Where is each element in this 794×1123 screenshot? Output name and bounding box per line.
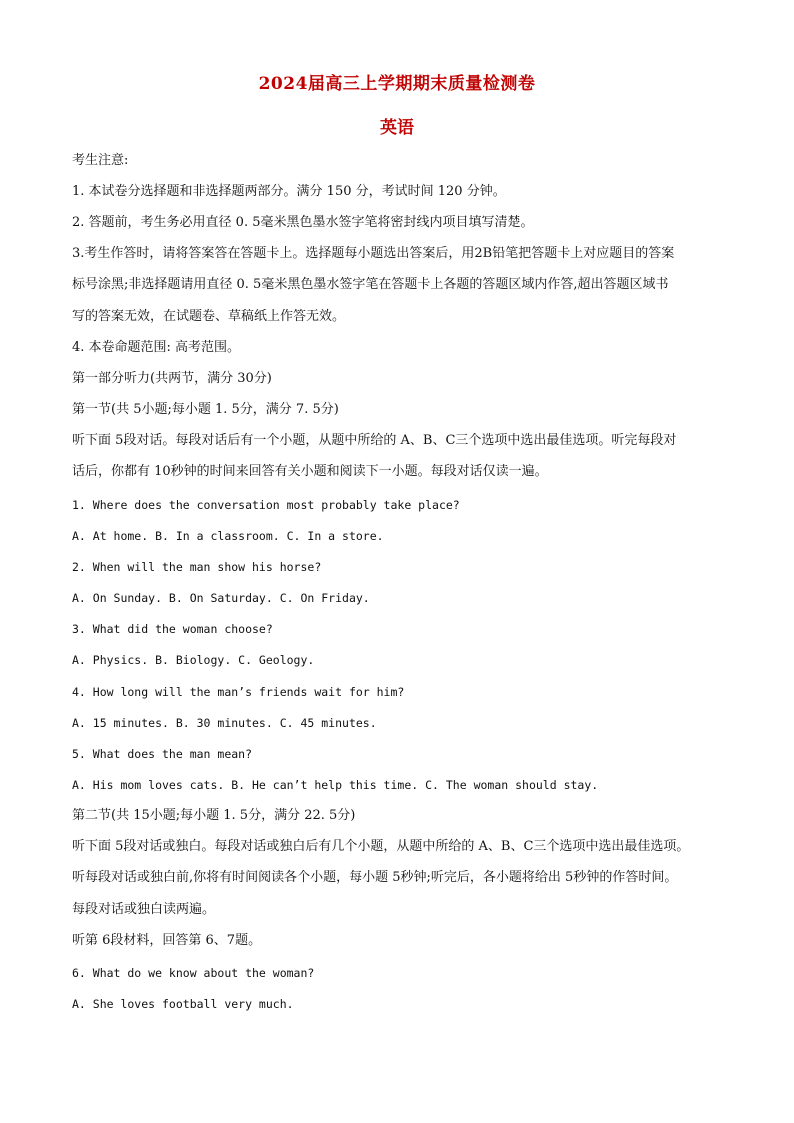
notice-item-4: 4. 本卷命题范围: 高考范围。	[72, 340, 241, 355]
section-2-instructions-line-1: 听下面 5段对话或独白。每段对话或独白后有几个小题，从题中所给的 A、B、C三个选项中选出最佳选项。	[72, 839, 690, 854]
section-2-instructions-line-2: 听每段对话或独白前,你将有时间阅读各个小题，每小题 5秒钟;听完后，各小题将给出 5秒钟的作答时间。	[72, 870, 678, 885]
part-1-heading: 第一部分听力(共两节，满分 30分)	[72, 371, 272, 386]
question-4: 4. How long will the man’s friends wait for him?	[72, 685, 405, 699]
section-2-heading: 第二节(共 15小题;每小题 1. 5分，满分 22. 5分)	[72, 808, 356, 823]
question-3: 3. What did the woman choose?	[72, 622, 273, 636]
question-5: 5. What does the man mean?	[72, 747, 253, 761]
notice-item-3-line-1: 3.考生作答时，请将答案答在答题卡上。选择题每小题选出答案后，用2B铅笔把答题卡上对应题目的答案	[72, 246, 675, 261]
section-1-instructions-line-1: 听下面 5段对话。每段对话后有一个小题，从题中所给的 A、B、C三个选项中选出最佳选项。听完每段对	[72, 433, 677, 448]
question-6: 6. What do we know about the woman?	[72, 966, 315, 980]
question-4-options: A. 15 minutes. B. 30 minutes. C. 45 minutes.	[72, 716, 377, 730]
question-1-options: A. At home. B. In a classroom. C. In a store.	[72, 529, 384, 543]
exam-title: 2024届高三上学期期末质量检测卷	[258, 74, 536, 94]
material-6-instruction: 听第 6段材料，回答第 6、7题。	[72, 933, 262, 948]
question-1: 1. Where does the conversation most probably take place?	[72, 498, 460, 512]
section-1-heading: 第一节(共 5小题;每小题 1. 5分，满分 7. 5分)	[72, 402, 339, 417]
question-2-options: A. On Sunday. B. On Saturday. C. On Friday.	[72, 591, 370, 605]
question-6-option-a: A. She loves football very much.	[72, 997, 294, 1011]
section-2-instructions-line-3: 每段对话或独白读两遍。	[72, 902, 216, 917]
notice-item-3-line-2: 标号涂黑;非选择题请用直径 0. 5毫米黑色墨水签字笔在答题卡上各题的答题区域内作答,超出答题区域书	[72, 277, 669, 292]
question-5-options: A. His mom loves cats. B. He can’t help this time. C. The woman should stay.	[72, 778, 599, 792]
notice-heading: 考生注意:	[72, 153, 129, 168]
section-1-instructions-line-2: 话后，你都有 10秒钟的时间来回答有关小题和阅读下一小题。每段对话仅读一遍。	[72, 464, 548, 479]
notice-item-3-line-3: 写的答案无效，在试题卷、草稿纸上作答无效。	[72, 309, 346, 324]
question-3-options: A. Physics. B. Biology. C. Geology.	[72, 653, 315, 667]
question-2: 2. When will the man show his horse?	[72, 560, 322, 574]
subject-title: 英语	[380, 118, 414, 138]
notice-item-2: 2. 答题前，考生务必用直径 0. 5毫米黑色墨水签字笔将密封线内项目填写清楚。	[72, 215, 534, 230]
notice-item-1: 1. 本试卷分选择题和非选择题两部分。满分 150 分，考试时间 120 分钟。	[72, 184, 506, 199]
